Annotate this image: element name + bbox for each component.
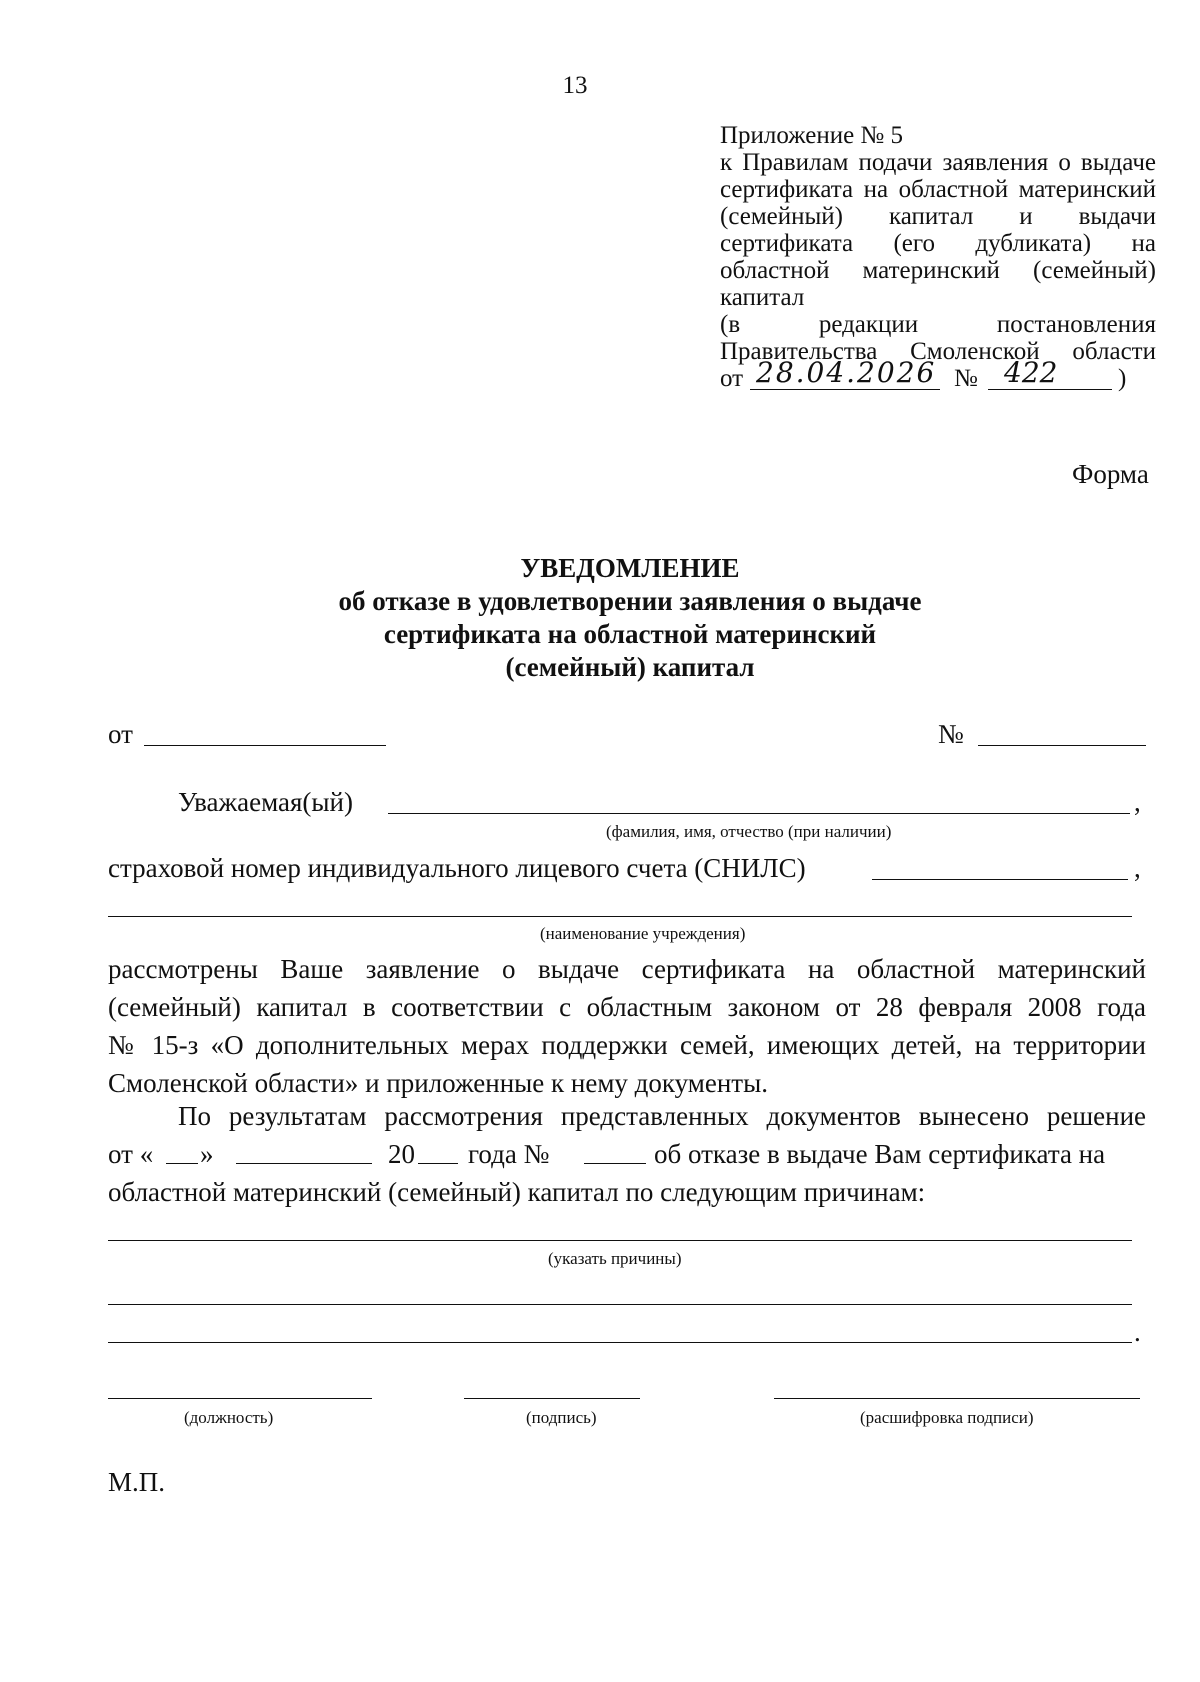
appendix-title: Приложение № 5 bbox=[720, 122, 904, 149]
from-date-line bbox=[144, 745, 386, 746]
body-line: (семейный) капитал в соответствии с областным законом от 28 февраля 2008 года bbox=[108, 992, 1146, 1022]
decision-day-line bbox=[166, 1163, 198, 1164]
number-label: № bbox=[938, 719, 964, 749]
snils-comma: , bbox=[1134, 853, 1141, 883]
appendix-block bbox=[720, 122, 1156, 395]
reasons-caption: (указать причины) bbox=[548, 1249, 682, 1268]
appendix-number-line bbox=[988, 389, 1112, 390]
fio-comma: , bbox=[1134, 787, 1141, 817]
decision-line-3: областной материнский (семейный) капитал по следующим причинам: bbox=[108, 1177, 926, 1207]
appendix-line: к Правилам подачи заявления о выдаче bbox=[720, 149, 1156, 176]
notice-subtitle-3: (семейный) капитал bbox=[505, 652, 755, 682]
appendix-line: Правительства Смоленской области bbox=[720, 338, 1156, 365]
body-last-line: Смоленской области» и приложенные к нему документы. bbox=[108, 1068, 768, 1098]
from-label: от bbox=[108, 719, 133, 749]
reasons-line-2 bbox=[108, 1304, 1132, 1305]
appendix-close-paren: ) bbox=[1118, 365, 1127, 392]
appendix-date-prefix: от bbox=[720, 365, 744, 392]
notice-subtitle-2: сертификата на областной материнский bbox=[383, 619, 877, 649]
decision-year-word: года № bbox=[468, 1139, 550, 1169]
decode-caption: (расшифровка подписи) bbox=[860, 1408, 1034, 1427]
position-caption: (должность) bbox=[184, 1408, 274, 1427]
appendix-date-row bbox=[720, 356, 1156, 395]
appendix-number-sign: № bbox=[954, 365, 978, 392]
appendix-number-handwritten: 422 bbox=[1004, 356, 1058, 389]
decision-from: от « bbox=[108, 1139, 154, 1169]
decision-year: 20 bbox=[388, 1139, 415, 1169]
appendix-lines bbox=[720, 149, 1156, 365]
body-line: № 15-з «О дополнительных мерах поддержки семей, имеющих детей, на территории bbox=[108, 1030, 1146, 1060]
body-paragraph bbox=[108, 950, 1146, 1102]
institution-line bbox=[108, 916, 1132, 917]
decision-month-line bbox=[236, 1163, 372, 1164]
notice-title: УВЕДОМЛЕНИЕ bbox=[520, 553, 740, 583]
sign-caption: (подпись) bbox=[526, 1408, 597, 1427]
appendix-line: (семейный) капитал и выдачи bbox=[720, 203, 1156, 230]
decision-line-1: По результатам рассмотрения представленных документов вынесено решение bbox=[178, 1101, 1146, 1131]
page-number: 13 bbox=[562, 72, 588, 99]
decision-tail: об отказе в выдаче Вам сертификата на bbox=[654, 1139, 1106, 1169]
notice-heading bbox=[0, 552, 1200, 684]
fio-line bbox=[388, 813, 1130, 814]
decision-number-line bbox=[584, 1163, 646, 1164]
reasons-line-1 bbox=[108, 1240, 1132, 1241]
dear-label: Уважаемая(ый) bbox=[178, 787, 353, 817]
sign-line bbox=[464, 1398, 640, 1399]
appendix-line: областной материнский (семейный) bbox=[720, 257, 1156, 284]
snils-line bbox=[872, 879, 1128, 880]
appendix-line: капитал bbox=[720, 284, 805, 311]
decision-year-line bbox=[418, 1163, 458, 1164]
appendix-date-handwritten: 28.04.2026 bbox=[756, 356, 937, 389]
appendix-line: (в редакции постановления bbox=[720, 311, 1156, 338]
snils-label: страховой номер индивидуального лицевого счета (СНИЛС) bbox=[108, 853, 806, 883]
form-label: Форма bbox=[1072, 459, 1149, 489]
appendix-line: сертификата (его дубликата) на bbox=[720, 230, 1156, 257]
body-line: рассмотрены Ваше заявление о выдаче сертификата на областной материнский bbox=[108, 954, 1146, 984]
fio-caption: (фамилия, имя, отчество (при наличии) bbox=[606, 822, 892, 841]
reasons-period: . bbox=[1134, 1317, 1141, 1347]
stamp-place: М.П. bbox=[108, 1467, 166, 1497]
decode-line bbox=[774, 1398, 1140, 1399]
appendix-line: сертификата на областной материнский bbox=[720, 176, 1156, 203]
appendix-date-line bbox=[750, 389, 940, 390]
decision-quote-close: » bbox=[200, 1139, 214, 1169]
reasons-line-3 bbox=[108, 1342, 1132, 1343]
number-line bbox=[978, 745, 1146, 746]
institution-caption: (наименование учреждения) bbox=[540, 924, 746, 943]
position-line bbox=[108, 1398, 372, 1399]
notice-subtitle-1: об отказе в удовлетворении заявления о выдаче bbox=[338, 586, 922, 616]
